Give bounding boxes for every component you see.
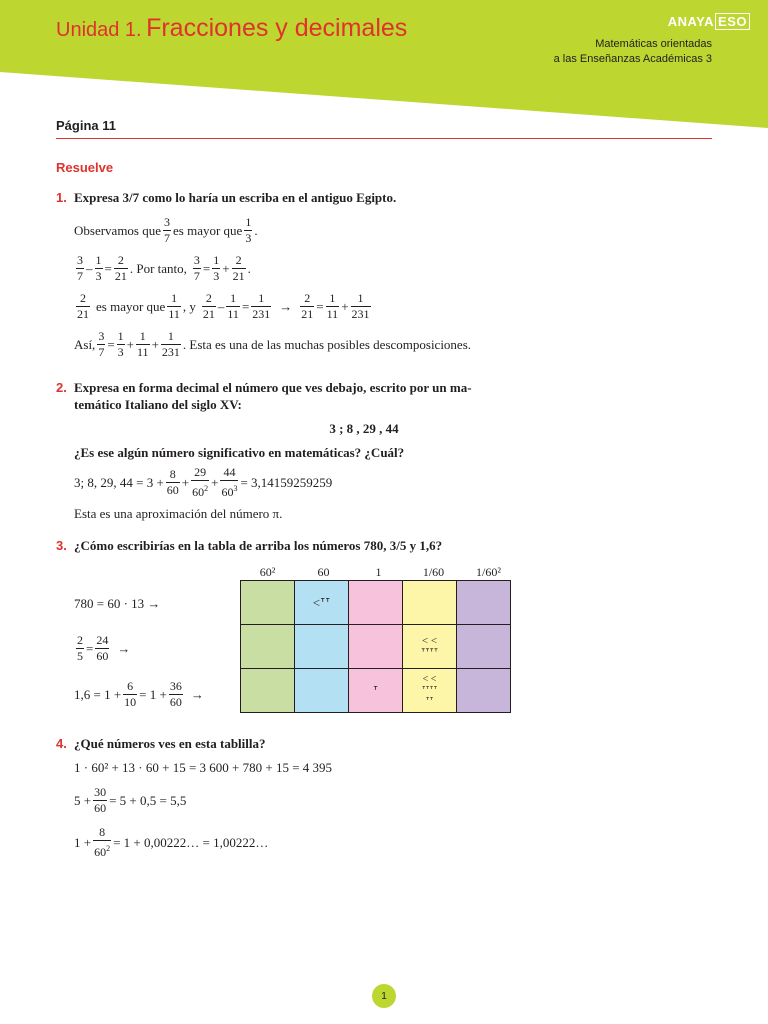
q2-calc-result: = 3,14159259259 [240, 474, 333, 490]
q3-title: ¿Cómo escribirías en la tabla de arriba los números 780, 3/5 y 1,6? [74, 538, 443, 553]
table-cell [403, 625, 457, 669]
unit-name: Fracciones y decimales [146, 14, 408, 42]
table-cell [403, 669, 457, 713]
table-cell [349, 581, 403, 625]
q2-conclusion: Esta es una aproximación del número π. [74, 506, 283, 521]
cuneiform-glyph: <ᐪᐪ [312, 594, 331, 610]
q2-calc: 3; 8, 29, 44 = 3 + $\frac{8}{60}$ + 29 $60^2$ + $\frac{44}{60^3}$ = 3,14159259259 [74, 465, 333, 499]
table-cell [403, 581, 457, 625]
q2-title-2: temático Italiano del siglo XV: [74, 397, 242, 412]
brand-name: ANAYA [667, 14, 715, 29]
cuneiform-glyph: ᐪᐪᐪᐪ [420, 646, 439, 659]
q4-l2-text: = 5 + 0,5 = 5,5 [109, 792, 187, 808]
q4-title: ¿Qué números ves en esta tablilla? [74, 736, 266, 751]
q2-number: 2. [56, 380, 67, 395]
table-cell [349, 625, 403, 669]
q3-number: 3. [56, 538, 67, 553]
table-cell [295, 669, 349, 713]
q1-title: Expresa 3/7 como lo haría un escriba en el antiguo Egipto. [74, 190, 397, 205]
q3-row2-label: 2 5 = 24 60 → [77, 633, 131, 663]
q1-number: 1. [56, 190, 67, 205]
col-header: 1/60² [476, 565, 501, 579]
arrow-icon: → [117, 640, 131, 656]
fraction: 3 7 [164, 215, 171, 245]
q2-question: ¿Es ese algún número significativo en matemáticas? ¿Cuál? [74, 445, 405, 460]
book-subtitle [554, 37, 712, 67]
q1-l1-text: Observamos que [74, 222, 162, 238]
col-header: 60² [259, 565, 276, 579]
cuneiform-glyph: < < [422, 674, 437, 685]
q3-row3-text: 1,6 = 1 + [74, 686, 122, 702]
table-cell [241, 581, 295, 625]
q2-title-1: Expresa en forma decimal el número que ves debajo, escrito por un ma- [74, 380, 472, 395]
q1-l4-text: Así, [74, 336, 96, 352]
q1-line4: Así, 3 7 = 1 3 + 1 11 + 1 231 . Esta es una de las muchas posibles descomposiciones. [74, 329, 472, 359]
q3-row1-label: 780 = 60 · 13 → [74, 596, 161, 611]
col-header: 60 [317, 565, 330, 579]
fraction: 1 3 [245, 215, 252, 245]
table-cell [295, 625, 349, 669]
section-title: Resuelve [56, 160, 114, 175]
page-label: Página 11 [56, 118, 116, 133]
table-cell [457, 625, 511, 669]
q4-l3-text: = 1 + 0,00222… = 1,00222… [113, 834, 269, 850]
q1-l4-text2: . Esta es una de las muchas posibles descomposiciones. [182, 336, 472, 352]
table-cell [457, 669, 511, 713]
brand-suffix: ESO [715, 13, 750, 30]
divider [56, 138, 712, 139]
cuneiform-glyph: < < [421, 634, 438, 647]
col-header: 1 [375, 565, 382, 579]
q2-calc-text: 3; 8, 29, 44 = 3 + [74, 474, 164, 490]
table-row [241, 625, 511, 669]
page-number: 1 [372, 984, 396, 1008]
q4-number: 4. [56, 736, 67, 751]
table-cell [295, 581, 349, 625]
table-cell [241, 669, 295, 713]
publisher-logo [668, 14, 750, 29]
subtitle-line-1: Matemáticas orientadas [595, 38, 712, 50]
q1-line1: Observamos que 3 7 es mayor que 1 3 . [74, 215, 258, 245]
babylonian-table [240, 580, 511, 713]
q1-l1-text2: es mayor que [173, 222, 243, 238]
cuneiform-glyph: ᐪᐪᐪᐪ [421, 685, 438, 696]
arrow-icon: → [190, 686, 204, 702]
q1-line2: 3 7 – 1 3 = 2 21 . Por tanto, 3 7 = 1 3 + 2 21 . [77, 253, 251, 283]
q1-line3: 2 21 es mayor que 1 11 , y 2 21 – 1 11 = 1 231 → 2 21 = 1 11 + 1 231 [77, 291, 370, 321]
q4-line2: 5 + $\frac{30}{60}$ = 5 + 0,5 = 5,5 [74, 785, 187, 815]
q1-l3-text2: , y [182, 298, 196, 314]
subtitle-line-2: a las Enseñanzas Académicas 3 [553, 53, 712, 65]
table-cell [241, 625, 295, 669]
q4-line1: 1 · 60² + 13 · 60 + 15 = 3 600 + 780 + 15 = 4 395 [74, 760, 333, 775]
q1-l2-text: . Por tanto, [129, 260, 187, 276]
col-header: 1/60 [422, 565, 445, 579]
q1-l3-text: es mayor que [96, 298, 166, 314]
q4-line3: 1 + $\frac{8}{60^2}$ = 1 + 0,00222… = 1,00222… [74, 825, 269, 859]
table-row [241, 669, 511, 713]
q2-number-display: 3 ; 8 , 29 , 44 [329, 421, 399, 436]
q3-row3-label: 1,6 = 1 + $\frac{6}{10}$ = 1 + 36 60 → [74, 679, 204, 709]
table-cell [349, 669, 403, 713]
unit-label: Unidad 1. [56, 19, 142, 41]
unit-title [56, 14, 407, 43]
table-cell [457, 581, 511, 625]
table-row [241, 581, 511, 625]
cuneiform-glyph: ᐪ [372, 682, 379, 698]
cuneiform-glyph: ᐪᐪ [425, 696, 434, 707]
